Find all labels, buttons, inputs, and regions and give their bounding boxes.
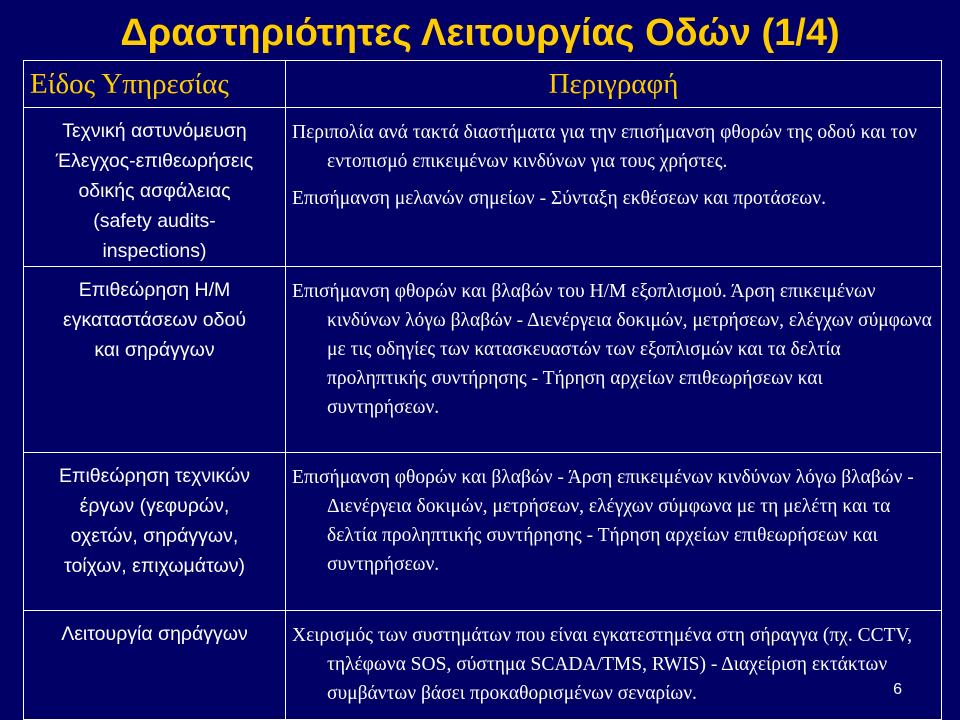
header-service-type: Είδος Υπηρεσίας bbox=[24, 61, 286, 108]
service-type-cell bbox=[24, 611, 286, 720]
service-type-line: Τεχνική αστυνόμευση bbox=[62, 120, 247, 142]
service-type-line: έργων (γεφυρών, bbox=[79, 495, 230, 517]
table-row bbox=[24, 267, 942, 453]
description-cell bbox=[286, 611, 942, 720]
description-line: κατασκευαστών των εξοπλισμών και τα δελτία προληπτικής bbox=[327, 339, 841, 389]
service-type-line: Έλεγχος-επιθεωρήσεις bbox=[55, 150, 254, 172]
services-table bbox=[23, 60, 942, 720]
description-line: Επισήμανση φθορών και βλαβών του Η/Μ εξοπλισμού. Άρση bbox=[292, 281, 780, 302]
description-line: συντήρησης - Τήρηση αρχείων επιθεωρήσεων και bbox=[486, 525, 878, 546]
description-cell bbox=[286, 453, 942, 611]
description-cell bbox=[286, 267, 942, 453]
table-row bbox=[24, 108, 942, 267]
description-line: Περιπολία ανά τακτά διαστήματα για την επισήμανση φθορών bbox=[292, 122, 787, 143]
description-cell bbox=[286, 108, 942, 267]
description-line: Επισήμανση φθορών και βλαβών - Άρση επικειμένων κινδύνων bbox=[292, 467, 796, 488]
description-line: λόγω βλαβών - Διενέργεια δοκιμών, μετρήσεων, ελέγχων bbox=[327, 467, 914, 517]
description-paragraph bbox=[292, 463, 935, 579]
service-type-line: εγκαταστάσεων οδού bbox=[63, 309, 246, 331]
service-type-line: Επιθεώρηση τεχνικών bbox=[59, 465, 250, 487]
table-row bbox=[24, 611, 942, 720]
service-type-line: Λειτουργία σηράγγων bbox=[61, 623, 248, 645]
service-type-line: Επιθεώρηση Η/Μ bbox=[78, 279, 231, 301]
service-type-cell bbox=[24, 108, 286, 267]
description-paragraph bbox=[292, 184, 935, 213]
description-line: μετρήσεων, ελέγχων σύμφωνα με τις οδηγίες των bbox=[327, 310, 932, 360]
service-type-line: τοίχων, επιχωμάτων) bbox=[64, 555, 245, 577]
service-type-line: οδικής ασφάλειας bbox=[78, 180, 231, 202]
service-type-line: (safety audits- bbox=[93, 210, 216, 232]
description-line: Χειρισμός των συστημάτων που είναι εγκατεστημένα στη bbox=[292, 625, 750, 646]
table-header-row bbox=[24, 61, 942, 108]
description-paragraph bbox=[292, 621, 935, 708]
service-type-line: οχετών, σηράγγων, bbox=[70, 525, 239, 547]
description-line: Επισήμανση μελανών σημείων - Σύνταξη εκθέσεων και bbox=[292, 188, 734, 209]
header-description: Περιγραφή bbox=[286, 61, 942, 108]
description-line: βάσει προκαθορισμένων σεναρίων. bbox=[420, 683, 697, 704]
service-type-cell bbox=[24, 453, 286, 611]
description-line: σήραγγα (πχ. CCTV, τηλέφωνα SOS, σύστημα bbox=[327, 625, 912, 675]
description-line: συντήρησης - Τήρηση αρχείων επιθεωρήσεων και bbox=[431, 368, 823, 389]
description-line: της οδού και τον εντοπισμό επικειμένων κινδύνων για τους bbox=[327, 122, 917, 172]
description-line: SCADA/TMS, RWIS) - Διαχείριση εκτάκτων συμβάντων bbox=[327, 654, 888, 704]
service-type-line: inspections) bbox=[102, 240, 207, 262]
description-line: χρήστες. bbox=[659, 151, 728, 172]
description-paragraph bbox=[292, 277, 935, 422]
description-line: σύμφωνα με τη μελέτη και τα δελτία προληπτικής bbox=[327, 496, 891, 546]
description-line: προτάσεων. bbox=[733, 188, 826, 209]
description-paragraph bbox=[292, 118, 935, 176]
description-line: συντηρήσεων. bbox=[327, 397, 440, 418]
description-line: συντηρήσεων. bbox=[327, 554, 440, 575]
service-type-cell bbox=[24, 267, 286, 453]
page-number: 6 bbox=[893, 681, 902, 698]
table-row bbox=[24, 453, 942, 611]
slide-title: Δραστηριότητες Λειτουργίας Οδών (1/4) bbox=[120, 12, 840, 54]
service-type-line: και σηράγγων bbox=[94, 339, 215, 361]
description-line: επικειμένων κινδύνων λόγω βλαβών - Διενέργεια δοκιμών, bbox=[327, 281, 876, 331]
